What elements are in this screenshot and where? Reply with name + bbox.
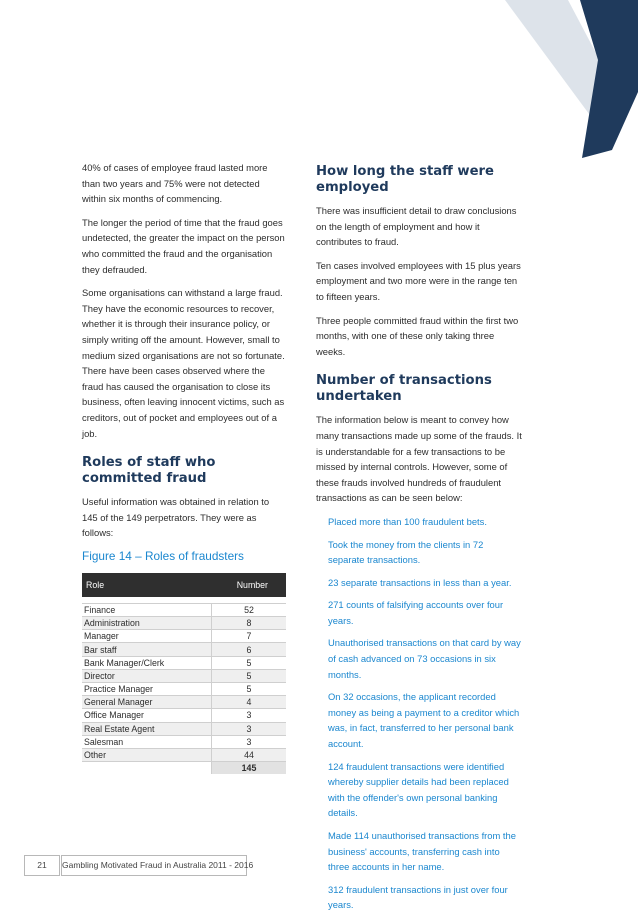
role-cell: Bar staff <box>82 643 212 656</box>
table-row <box>82 669 286 682</box>
paragraph: 40% of cases of employee fraud lasted more than two years and 75% were not detected within six months of commencing. <box>82 162 268 205</box>
page-number: 21 <box>24 855 60 876</box>
role-cell: Administration <box>82 617 212 630</box>
role-cell: General Manager <box>82 696 212 709</box>
figure-caption: Figure 14 – Roles of fraudsters <box>82 548 244 563</box>
list-item: Unauthorised transactions on that card by way of cash advanced on 73 occasions in six months. <box>328 637 521 680</box>
list-item: On 32 occasions, the applicant recorded money as being a payment to a creditor which was, in fact, transferred to her personal bank account. <box>328 691 520 750</box>
right-column <box>316 160 522 920</box>
number-cell: 3 <box>212 722 287 735</box>
left-column <box>82 160 286 774</box>
table-row <box>82 709 286 722</box>
table-row <box>82 617 286 630</box>
paragraph: Three people committed fraud within the first two months, with one of these only taking three weeks. <box>316 314 519 357</box>
table-row <box>82 603 286 616</box>
role-cell: Manager <box>82 630 212 643</box>
list-item: Placed more than 100 fraudulent bets. <box>328 515 487 527</box>
total-cell: 145 <box>212 762 287 775</box>
table-row <box>82 748 286 761</box>
list-item: 23 separate transactions in less than a year. <box>328 576 512 588</box>
list-item: 271 counts of falsifying accounts over four years. <box>328 599 504 626</box>
paragraph: Some organisations can withstand a large fraud. They have the economic resources to recover, whether it is through their insurance policy, or simply writing off the amount. However, small to medium sized organisations are not so fortunate. There have been cases observed where the fraud has caused the organisation to close its business, often leaving innocent victims, such as creditors, out of pocket and employees out of a job. <box>82 287 285 439</box>
role-cell: Practice Manager <box>82 683 212 696</box>
table-row <box>82 696 286 709</box>
list-item: Took the money from the clients in 72 separate transactions. <box>328 538 484 566</box>
paragraph: The longer the period of time that the fraud goes undetected, the greater the impact on the person who committed the fraud and the organisation they defrauded. <box>82 216 285 275</box>
paragraph: Ten cases involved employees with 15 plus years employment and two more were in the range ten to fifteen years. <box>316 259 521 302</box>
number-cell: 8 <box>212 617 287 630</box>
paragraph: There was insufficient detail to draw conclusions on the length of employment and how it contributes to fraud. <box>316 205 517 248</box>
transactions-intro: The information below is meant to convey how many transactions made up some of the frauds. It is understandable for a few transactions to be missed by internal controls. However, some of these frauds involved hundreds of fraudulent transactions as can be seen below: <box>316 414 522 504</box>
role-cell: Bank Manager/Clerk <box>82 656 212 669</box>
table-row <box>82 722 286 735</box>
list-item: 312 fraudulent transactions in just over four years. <box>328 883 508 911</box>
list-item: Made 114 unauthorised transactions from the business' accounts, transferring cash into three accounts in her name. <box>328 830 516 873</box>
table-row <box>82 643 286 656</box>
number-cell: 44 <box>212 748 287 761</box>
table-header-number: Number <box>212 573 287 597</box>
table-header-role: Role <box>82 573 212 597</box>
list-item: 124 fraudulent transactions were identified whereby supplier details had been replaced with the offender's own personal banking details. <box>328 760 509 819</box>
role-cell: Director <box>82 669 212 682</box>
number-cell: 5 <box>212 656 287 669</box>
number-cell: 52 <box>212 603 287 616</box>
roles-table <box>82 573 286 774</box>
transactions-list <box>328 514 522 913</box>
employed-heading: How long the staff were employed <box>316 164 494 195</box>
role-cell: Salesman <box>82 735 212 748</box>
number-cell: 5 <box>212 683 287 696</box>
number-cell: 7 <box>212 630 287 643</box>
transactions-heading: Number of transactions undertaken <box>316 373 492 404</box>
number-cell: 4 <box>212 696 287 709</box>
table-total-row <box>82 762 286 775</box>
number-cell: 3 <box>212 709 287 722</box>
roles-intro: Useful information was obtained in relation to 145 of the 149 perpetrators. They were as follows: <box>82 496 270 539</box>
role-cell: Other <box>82 748 212 761</box>
number-cell: 5 <box>212 669 287 682</box>
table-row <box>82 735 286 748</box>
number-cell: 6 <box>212 643 287 656</box>
role-cell: Real Estate Agent <box>82 722 212 735</box>
role-cell: Office Manager <box>82 709 212 722</box>
table-row <box>82 683 286 696</box>
number-cell: 3 <box>212 735 287 748</box>
table-row <box>82 656 286 669</box>
roles-heading: Roles of staff who committed fraud <box>82 455 216 486</box>
table-row <box>82 630 286 643</box>
footer-title: Gambling Motivated Fraud in Australia 2011 - 2016 <box>61 855 247 876</box>
role-cell: Finance <box>82 603 212 616</box>
